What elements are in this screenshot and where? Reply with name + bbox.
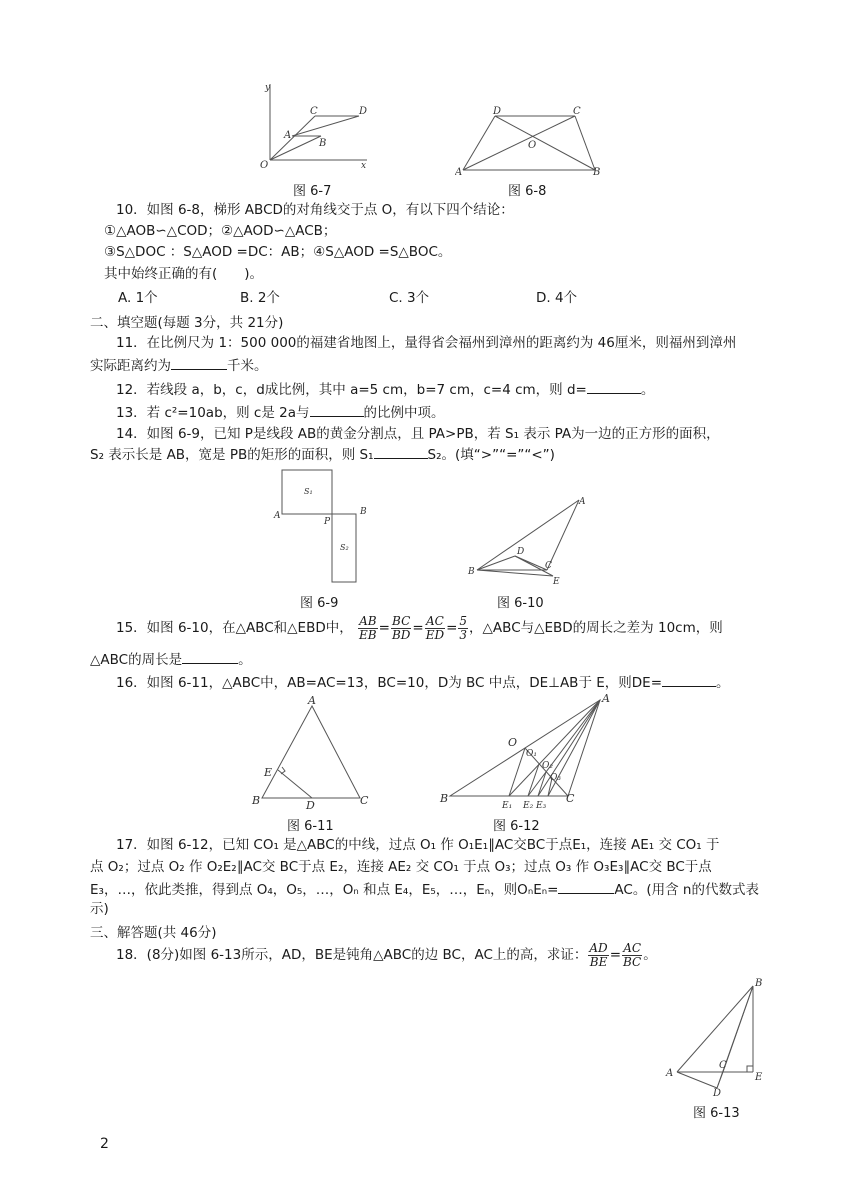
q15-line2-pre: △ABC的周长是	[90, 652, 183, 668]
q12	[116, 380, 654, 399]
label-x: x	[361, 161, 367, 171]
label-y: y	[265, 83, 271, 93]
q15-post: ，△ABC与△EBD的周长之差为 10cm，则	[469, 620, 723, 636]
figure-6-11	[250, 694, 375, 810]
label-b: B	[593, 167, 601, 178]
label-s1: S₁	[304, 487, 313, 496]
label-a: A	[666, 1068, 674, 1079]
label-o3: O₃	[550, 773, 561, 783]
q14-line2	[90, 445, 555, 464]
q13-blank	[310, 403, 364, 417]
label-e: E	[553, 577, 560, 587]
figure-6-11-caption: 图 6-11	[287, 819, 334, 834]
fraction-ac-ed: $\frac{AC}{ED}$	[425, 613, 445, 642]
q14-blank	[374, 445, 428, 459]
label-c: C	[545, 561, 552, 571]
label-d: D	[493, 106, 502, 117]
fraction-bc-bd: $\frac{BC}{BD}$	[391, 613, 411, 642]
q11-line2-pre: 实际距离约为	[90, 358, 171, 374]
label-e1: E₁	[502, 801, 513, 811]
q11-blank	[171, 356, 227, 370]
q11-line1: 11．在比例尺为 1：500 000的福建省地图上，量得省会福州到漳州的距离约为 46厘米，则福州到漳州	[116, 335, 737, 351]
label-c: C	[573, 106, 581, 117]
q10-line3: 其中始终正确的有( )。	[104, 266, 264, 282]
label-d: D	[359, 106, 368, 117]
label-o: O	[260, 160, 269, 171]
figure-6-12-caption: 图 6-12	[493, 819, 540, 834]
page-number: 2	[100, 1136, 109, 1152]
label-p: P	[324, 517, 331, 527]
q17-line4: 示)	[90, 901, 109, 917]
label-b: B	[360, 507, 367, 517]
label-a: A	[579, 497, 585, 507]
q18: 18．(8分)如图 6-13所示，AD，BE是钝角△ABC的边 BC，AC上的高，求证： $\frac{AD}{BE}$ = $\frac{AC}{BC}$ 。	[116, 940, 657, 969]
figure-6-13	[663, 976, 773, 1098]
label-b: B	[440, 792, 449, 805]
q15-blank	[182, 650, 238, 664]
label-a: A	[284, 130, 292, 141]
q10-option-d: D. 4个	[536, 290, 578, 306]
q17-line3	[90, 880, 759, 899]
q15-pre: 15．如图 6-10，在△ABC和△EBD中，	[116, 620, 353, 636]
figure-6-9-caption: 图 6-9	[300, 596, 339, 611]
label-b: B	[468, 567, 475, 577]
q12-text: 12．若线段 a，b，c，d成比例，其中 a=5 cm，b=7 cm，c=4 cm，则 d=	[116, 382, 587, 398]
label-e3: E₃	[536, 801, 547, 811]
label-b: B	[755, 978, 763, 989]
q15-line2	[90, 650, 252, 669]
label-b: B	[252, 794, 261, 807]
q14-line2-post: S₂。(填“>”“=”“<”)	[427, 447, 555, 463]
figure-6-8	[455, 104, 605, 178]
label-a: A	[455, 167, 463, 178]
figure-6-7-caption: 图 6-7	[293, 184, 332, 199]
label-d: D	[517, 547, 525, 557]
figure-6-9	[270, 464, 380, 588]
fraction-ac-bc: $\frac{AC}{BC}$	[623, 940, 642, 969]
figure-6-8-caption: 图 6-8	[508, 184, 547, 199]
q16-text: 16．如图 6-11，△ABC中，AB=AC=13，BC=10，D为 BC 中点，DE⊥AB于 E，则DE=	[116, 675, 663, 691]
label-a: A	[602, 692, 610, 705]
q17-line3-post: AC。(用含 n的代数式表	[614, 882, 759, 898]
q17-line1: 17．如图 6-12，已知 CO₁ 是△ABC的中线，过点 O₁ 作 O₁E₁∥AC交BC于点E₁，连接 AE₁ 交 CO₁ 于	[116, 837, 720, 853]
q10-line2: ③S△DOC ：S△AOD =DC：AB；④S△AOD =S△BOC。	[104, 244, 452, 260]
q17-blank	[558, 880, 614, 894]
label-e: E	[755, 1072, 763, 1083]
q16	[116, 673, 730, 692]
fraction-ad-be: $\frac{AD}{BE}$	[589, 940, 608, 969]
label-c: C	[310, 106, 318, 117]
label-a: A	[274, 511, 281, 521]
q16-blank	[662, 673, 716, 687]
figure-6-7	[255, 78, 375, 178]
figure-6-13-caption: 图 6-13	[693, 1106, 740, 1121]
q12-blank	[587, 380, 641, 394]
q11-line2	[90, 356, 268, 375]
q13-post: 的比例中项。	[363, 405, 445, 421]
fraction-5-3: $\frac{5}{3}$	[459, 613, 468, 642]
q11-line2-post: 千米。	[227, 358, 268, 374]
q10-option-a: A. 1个	[118, 290, 158, 306]
label-d: D	[713, 1088, 722, 1098]
q17-line3-pre: E₃，…，依此类推，得到点 O₄，O₅，…，Oₙ 和点 E₄，E₅，…，Eₙ，则OₙEₙ=	[90, 882, 559, 898]
label-c: C	[566, 792, 575, 805]
q10-line1: ①△AOB∽△COD；②△AOD∽△ACB；	[104, 223, 337, 239]
q10-stem: 10．如图 6-8，梯形 ABCD的对角线交于点 O，有以下四个结论：	[116, 202, 514, 218]
q16-post: 。	[716, 675, 730, 691]
q18-post: 。	[643, 947, 657, 963]
label-o: O	[508, 736, 518, 749]
q15-line2-post: 。	[238, 652, 252, 668]
section-3-heading: 三、解答题(共 46分)	[90, 925, 217, 941]
q13-text: 13．若 c²=10ab，则 c是 2a与	[116, 405, 310, 421]
q10-option-b: B. 2个	[240, 290, 280, 306]
label-o1: O₁	[526, 749, 537, 759]
figure-6-10	[465, 494, 585, 590]
q14-line1: 14．如图 6-9，已知 P是线段 AB的黄金分割点，且 PA>PB，若 S₁ 表示 PA为一边的正方形的面积，	[116, 426, 720, 442]
label-o2: O₂	[542, 761, 553, 771]
label-e2: E₂	[523, 801, 534, 811]
section-2-heading: 二、填空题(每题 3分，共 21分)	[90, 315, 284, 331]
label-b: B	[319, 138, 327, 149]
figure-6-10-caption: 图 6-10	[497, 596, 544, 611]
q18-text: 18．(8分)如图 6-13所示，AD，BE是钝角△ABC的边 BC，AC上的高，求证：	[116, 947, 588, 963]
q15-line1: 15．如图 6-10，在△ABC和△EBD中， $\frac{AB}{EB}$ = $\frac{BC}{BD}$ = $\frac{AC}{ED}$ = $\frac{5}{3}$ ，△ABC与△EBD的周长之差为 10cm，则	[116, 613, 723, 642]
q17-line2: 点 O₂；过点 O₂ 作 O₂E₂∥AC交 BC于点 E₂，连接 AE₂ 交 CO₁ 于点 O₃；过点 O₃ 作 O₃E₃∥AC交 BC于点	[90, 859, 712, 875]
label-e: E	[264, 766, 273, 779]
q10-option-c: C. 3个	[389, 290, 430, 306]
label-a: A	[308, 694, 316, 707]
q12-post: 。	[640, 382, 655, 398]
q13	[116, 403, 445, 422]
label-s2: S₂	[340, 543, 349, 552]
label-c: C	[719, 1060, 727, 1071]
label-c: C	[360, 794, 369, 807]
label-d: D	[306, 799, 315, 810]
fraction-ab-eb: $\frac{AB}{EB}$	[359, 613, 377, 642]
label-o: O	[528, 140, 537, 151]
q14-line2-pre: S₂ 表示长是 AB，宽是 PB的矩形的面积，则 S₁	[90, 447, 374, 463]
figure-6-12	[438, 690, 618, 812]
